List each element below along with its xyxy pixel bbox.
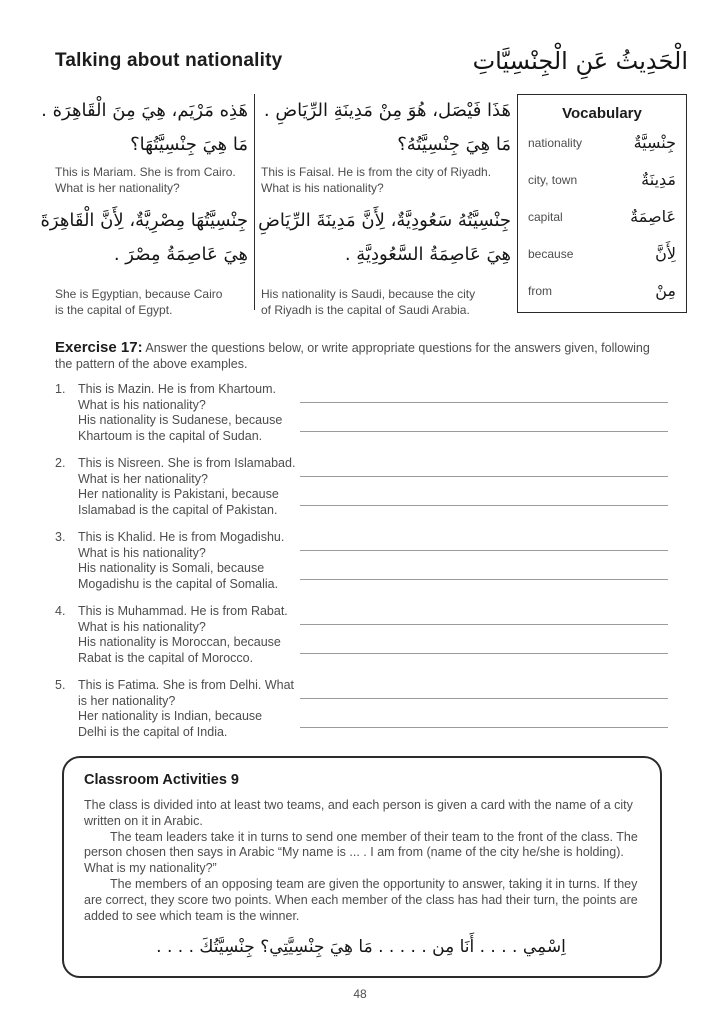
item-number: 3. xyxy=(55,530,66,544)
activities-paragraph: The class is divided into at least two teams, and each person is given a card with the name of a city written on it in Arabic. xyxy=(84,798,633,828)
vocabulary-title: Vocabulary xyxy=(562,105,642,122)
vocab-term-english: because xyxy=(528,246,574,261)
answer-lines xyxy=(300,604,668,666)
vocab-row xyxy=(528,161,676,198)
english-answer-block xyxy=(261,286,511,320)
page-number: 48 xyxy=(353,987,367,1002)
item-text-line: This is Nisreen. She is from Islamabad. xyxy=(78,456,296,470)
vocab-term-arabic: عَاصِمَةٌ xyxy=(630,207,676,226)
item-text xyxy=(78,382,300,444)
vocab-term-arabic: لِأَنَّ xyxy=(655,244,676,263)
item-text-line: is her nationality? xyxy=(78,693,176,708)
item-text-line: Mogadishu is the capital of Somalia. xyxy=(78,576,279,591)
exercise-label: Exercise 17: xyxy=(55,339,143,356)
arabic-answer-line: هِيَ عَاصِمَةُ مِصْرَ . xyxy=(113,244,248,265)
item-text-line: His nationality is Sudanese, because xyxy=(78,413,283,427)
exercise-heading xyxy=(55,340,668,372)
item-number: 2. xyxy=(55,456,66,470)
exercise-item xyxy=(55,456,668,518)
english-translation-line: This is Mariam. She is from Cairo. xyxy=(55,165,236,179)
arabic-answer-line: جِنْسِيَّتُهَا مِصْرِيَّةٌ، لِأَنَّ الْقَاهِرَةَ xyxy=(40,210,248,231)
item-text xyxy=(78,456,300,518)
english-translation-line: is the capital of Egypt. xyxy=(55,303,173,317)
vocab-term-english: capital xyxy=(528,209,563,224)
item-number: 5. xyxy=(55,678,66,692)
vocab-term-arabic: مَدِينَةٌ xyxy=(641,170,676,189)
item-text-line: This is Khalid. He is from Mogadishu. xyxy=(78,530,285,544)
answer-lines xyxy=(300,382,668,444)
answer-line xyxy=(300,505,668,506)
answer-lines xyxy=(300,456,668,518)
answer-lines xyxy=(300,678,668,740)
english-translation-line: His nationality is Saudi, because the city xyxy=(261,287,476,301)
english-translation-line: She is Egyptian, because Cairo xyxy=(55,287,223,301)
exercise-items xyxy=(55,382,668,740)
exercise-instructions: Answer the questions below, or write appropriate questions for the answers given, following the pattern of the above examples. xyxy=(55,341,650,371)
arabic-question-line: هَذِه مَرْيَم، هِيَ مِنَ الْقَاهِرَة . xyxy=(41,100,248,121)
vocab-term-arabic: جِنْسِيَّةٌ xyxy=(633,133,676,152)
arabic-question-block xyxy=(261,94,511,164)
vocab-row xyxy=(528,235,676,272)
vocabulary-box xyxy=(517,94,687,313)
arabic-answer-line: جِنْسِيَّتُهُ سَعُودِيَّةٌ، لِأَنَّ مَدِينَةَ الرِّيَاضِ xyxy=(258,210,511,231)
english-question-block xyxy=(55,164,248,198)
item-text-line: What is his nationality? xyxy=(78,619,206,634)
example-faisal xyxy=(258,92,511,320)
vocab-term-english: from xyxy=(528,283,552,298)
english-translation-line: This is Faisal. He is from the city of Riyadh. xyxy=(261,165,492,179)
item-text xyxy=(78,678,300,740)
item-text-line: Her nationality is Indian, because xyxy=(78,709,263,723)
activities-title: Classroom Activities 9 xyxy=(84,772,239,788)
arabic-question-line: مَا هِيَ جِنْسِيَّتُهَا؟ xyxy=(130,134,248,155)
title-row xyxy=(55,40,688,82)
item-text-line: What is his nationality? xyxy=(78,545,206,560)
item-text-line: Rabat is the capital of Morocco. xyxy=(78,650,254,665)
activities-paragraph: The members of an opposing team are given the opportunity to answer, taking it in turns. If they are correct, they score two points. When each member of the class has had their turn, the points are added to see which team is the winner. xyxy=(84,876,638,923)
item-text-line: This is Fatima. She is from Delhi. What xyxy=(78,678,295,692)
arabic-question-line: هَذَا فَيْصَل، هُوَ مِنْ مَدِينَةِ الرِّيَاضِ . xyxy=(263,100,511,121)
english-translation-line: What is her nationality? xyxy=(55,181,180,195)
example-mariam xyxy=(40,92,248,320)
item-text-line: What is her nationality? xyxy=(78,471,208,486)
activities-paragraph: The team leaders take it in turns to send one member of their team to the front of the class. The person chosen then says in Arabic “My name is ... . I am from (name of the city he/she is holding). What is my nationality?” xyxy=(84,829,638,876)
answer-line xyxy=(300,579,668,580)
answer-line xyxy=(300,653,668,654)
arabic-answer-block xyxy=(258,204,511,274)
arabic-question-block xyxy=(41,94,248,164)
answer-line xyxy=(300,550,668,551)
arabic-answer-line: هِيَ عَاصِمَةُ السَّعُودِيَّةِ . xyxy=(344,244,511,265)
item-text-line: Islamabad is the capital of Pakistan. xyxy=(78,502,278,517)
answer-line xyxy=(300,402,668,403)
vocab-row xyxy=(528,124,676,161)
item-text-line: Khartoum is the capital of Sudan. xyxy=(78,428,263,443)
exercise-item xyxy=(55,382,668,444)
page-title: Talking about nationality xyxy=(55,50,283,71)
item-text xyxy=(78,604,300,666)
answer-lines xyxy=(300,530,668,592)
vocab-term-english: city, town xyxy=(528,172,578,187)
page-title-arabic: الْحَدِيثُ عَنِ الْجِنْسِيَّاتِ xyxy=(472,47,688,75)
vocab-term-english: nationality xyxy=(528,135,583,150)
answer-line xyxy=(300,624,668,625)
english-answer-block xyxy=(55,286,248,320)
item-text-line: Her nationality is Pakistani, because xyxy=(78,487,279,501)
english-question-block xyxy=(261,164,511,198)
vocab-row xyxy=(528,198,676,235)
vocab-row xyxy=(528,272,676,309)
answer-line xyxy=(300,476,668,477)
examples-section xyxy=(40,92,720,320)
classroom-activities-box xyxy=(62,756,662,978)
item-text-line: Delhi is the capital of India. xyxy=(78,724,228,739)
answer-line xyxy=(300,727,668,728)
item-number: 1. xyxy=(55,382,66,396)
activities-arabic-line: اِسْمِي . . . . أَنَا مِن . . . . . مَا هِيَ جِنْسِيَّتِي؟ جِنْسِيَّتُكَ . . . . xyxy=(156,937,566,958)
exercise-item xyxy=(55,678,668,740)
english-translation-line: What is his nationality? xyxy=(261,181,384,195)
item-text-line: His nationality is Somali, because xyxy=(78,561,265,575)
exercise-item xyxy=(55,530,668,592)
column-divider xyxy=(254,94,255,310)
arabic-answer-block xyxy=(40,204,248,274)
answer-line xyxy=(300,431,668,432)
arabic-question-line: مَا هِيَ جِنْسِيَّتُهُ؟ xyxy=(397,134,511,155)
vocab-term-arabic: مِنْ xyxy=(655,281,676,300)
item-text xyxy=(78,530,300,592)
item-text-line: This is Muhammad. He is from Rabat. xyxy=(78,604,288,618)
item-text-line: What is his nationality? xyxy=(78,397,206,412)
item-text-line: His nationality is Moroccan, because xyxy=(78,635,281,649)
item-number: 4. xyxy=(55,604,66,618)
exercise-item xyxy=(55,604,668,666)
item-text-line: This is Mazin. He is from Khartoum. xyxy=(78,382,276,396)
answer-line xyxy=(300,698,668,699)
english-translation-line: of Riyadh is the capital of Saudi Arabia. xyxy=(261,303,470,317)
